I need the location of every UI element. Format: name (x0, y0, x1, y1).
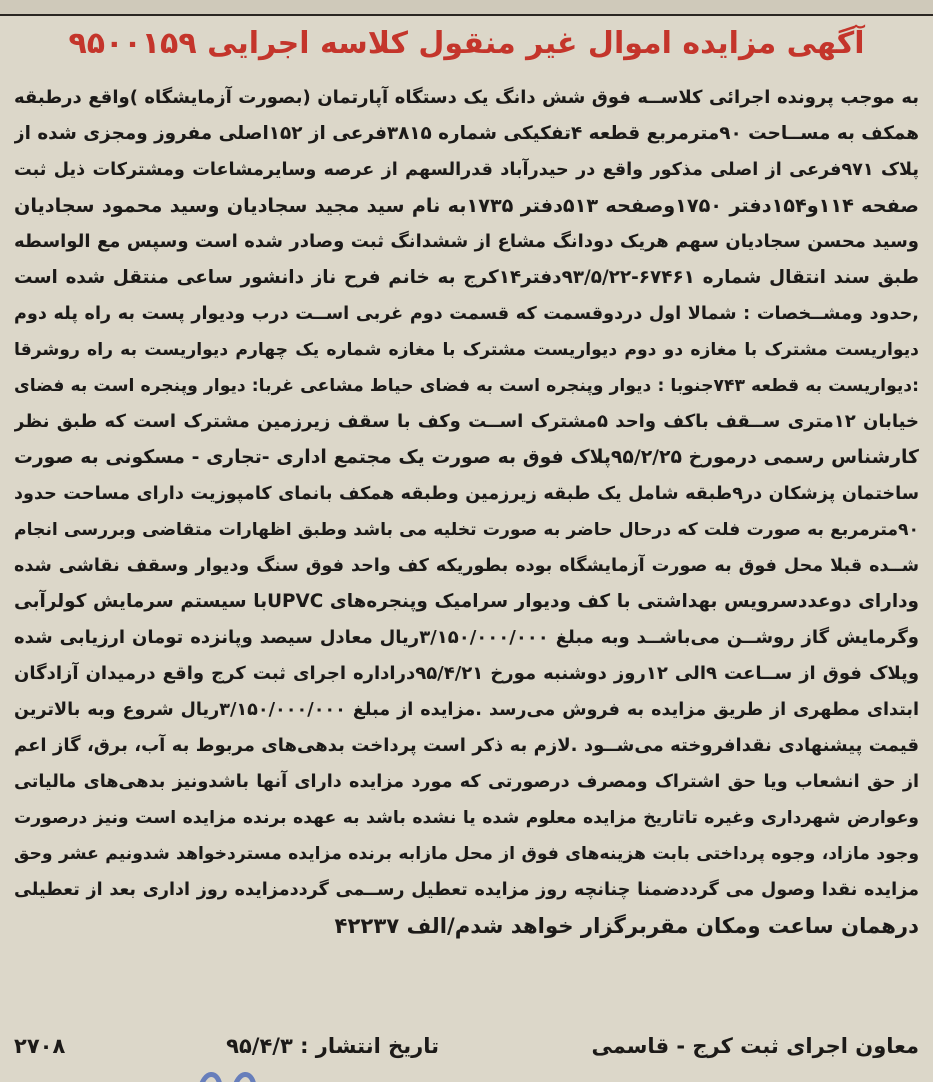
body-line: :دیواریست به قطعه ۷۴۳جنوبا : دیوار وپنجره است به فضای حیاط مشاعی غربا: دیوار وپنجره است به فضای (14, 376, 919, 396)
notice-body (14, 80, 919, 944)
body-line: وعوارض شهرداری وغیره تاتاریخ مزایده معلوم شده یا نشده باشد به عهده برنده مزایده است ونیز درصورت (14, 808, 919, 828)
notice-title: آگهی مزایده اموال غیر منقول کلاسه اجرایی ۹۵۰۰۱۵۹ (68, 26, 865, 61)
body-line: ابتدای مطهری از طریق مزایده به فروش می‌رسد .مزایده از مبلغ ۳/۱۵۰/۰۰۰/۰۰۰ریال شروع وبه بالاترین (14, 700, 919, 720)
body-line: ودارای دوعددسرویس بهداشتی با کف ودیوار سرامیک وپنجره‌های UPVCبا سیستم سرمایش کولرآبی (14, 591, 919, 612)
publish-date: تاریخ انتشار : ۹۵/۴/۳ (226, 1034, 439, 1058)
body-line: مزایده نقدا وصول می گرددضمنا چنانچه روز مزایده تعطیل رســمی گرددمزایده روز اداری بعد از تعطیلی (14, 880, 919, 900)
body-line: وپلاک فوق از ســاعت ۹الی ۱۲روز دوشنبه مورخ ۹۵/۴/۲۱دراداره اجرای ثبت کرج واقع درمیدان آزادگان (14, 663, 919, 684)
top-border (0, 0, 933, 16)
body-line: وجود مازاد، وجوه پرداختی بابت هزینه‌های فوق از محل مازابه برنده مزایده مستردخواهد شدونیم عشر وحق (14, 844, 919, 864)
body-line: دیواریست مشترک با مغازه دو دوم دیواریست مشترک با مغازه شماره یک چهارم دیواریست به راه روشرقا (14, 340, 919, 360)
notice-footer (14, 1030, 919, 1070)
body-line: از حق انشعاب ویا حق اشتراک ومصرف درصورتی که مورد مزایده دارای آنها باشدونیز بدهی‌های مالیاتی (14, 772, 919, 792)
body-line: ۹۰مترمربع به صورت فلت که درحال حاضر به صورت تخلیه می باشد وطبق اظهارات متقاضی وبررسی انجام (14, 520, 919, 540)
body-line: همکف به مســاحت ۹۰مترمربع قطعه ۴تفکیکی شماره ۳۸۱۵فرعی از ۱۵۲اصلی مفروز ومجزی شده از (14, 123, 919, 144)
body-line: ساختمان پزشکان در۹طبقه شامل یک طبقه زیرزمین وطبقه همکف بانمای کامپوزیت دارای مساحت حدود (14, 484, 919, 504)
body-line: شــده قبلا محل فوق به صورت آزمایشگاه بوده بطوریکه کف واحد فوق سنگ ودیوار وسقف نقاشی شده (14, 556, 919, 576)
signer-name: معاون اجرای ثبت کرج - قاسمی (591, 1034, 919, 1058)
body-line: صفحه ۱۱۴و۱۵۴دفتر ۱۷۵۰وصفحه ۵۱۳دفتر ۱۷۳۵به نام سید مجید سجادیان وسید محمود سجادیان (14, 194, 919, 217)
body-line: خیابان ۱۲متری ســقف باکف واحد ۵مشترک اســت وکف با سقف زیرزمین مشترک است که طبق نظر (14, 411, 919, 432)
body-line: کارشناس رسمی درمورخ ۹۵/۲/۲۵پلاک فوق به صورت یک مجتمع اداری -تجاری - مسکونی به صورت (14, 447, 919, 468)
body-line: به موجب پرونده اجرائی کلاســه فوق شش دانگ یک دستگاه آپارتمان (بصورت آزمایشگاه )واقع درطبقه (14, 87, 919, 108)
body-line: طبق سند انتقال شماره ۶۷۴۶۱-۹۳/۵/۲۲دفتر۱۴کرج به خانم فرح ناز دانشور ساعی منتقل شده است (14, 267, 919, 288)
body-line: درهمان ساعت ومکان مقربرگزار خواهد شدم/الف ۴۲۲۳۷ (334, 913, 919, 938)
notice-code: ۲۷۰۸ (14, 1034, 66, 1058)
body-line: وسید محسن سجادیان سهم هریک دودانگ مشاع از ششدانگ ثبت وصادر شده است وسپس مع الواسطه (14, 231, 919, 252)
body-line: قیمت پیشنهادی نقدافروخته می‌شــود .لازم به ذکر است پرداخت بدهی‌های مربوط به آب، برق، گاز اعم (14, 735, 919, 756)
body-line: وگرمایش گاز روشــن می‌باشــد وبه مبلغ ۳/۱۵۰/۰۰۰/۰۰۰ریال معادل سیصد وپانزده تومان ارزیابی شده (14, 627, 919, 648)
body-line: پلاک ۹۷۱فرعی از اصلی مذکور واقع در حیدرآباد قدرالسهم از عرصه وسایرمشاعات ومشترکات ذیل ثبت (14, 160, 919, 180)
body-line: ,حدود ومشــخصات : شمالا اول دردوقسمت که قسمت دوم غربی اســت درب ودیوار پست به راه پله دوم (14, 304, 919, 324)
blue-ink-mark (190, 1052, 270, 1082)
